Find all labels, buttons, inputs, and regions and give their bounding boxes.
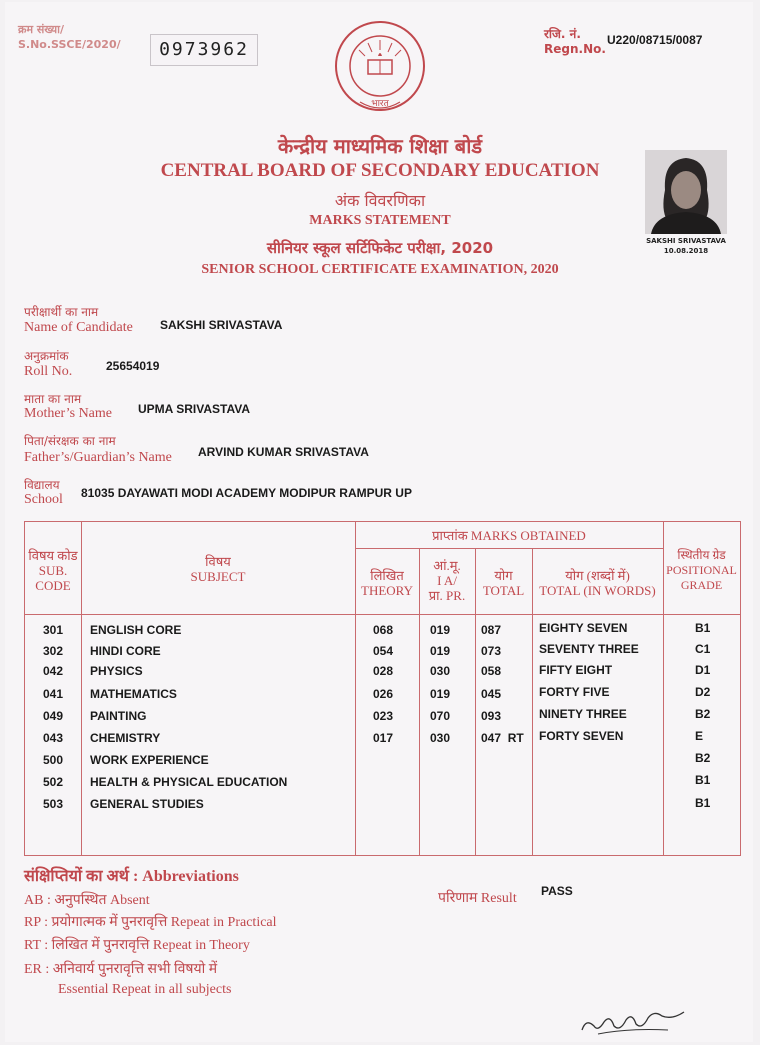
header-total-in-words: योग (शब्दों में) TOTAL (IN WORDS) [539,568,656,598]
candidate-photo [645,150,727,234]
header-marks-obtained: प्राप्तांक MARKS OBTAINED [432,528,586,543]
document-title-hindi: अंक विवरणिका [334,191,426,210]
row-8-grade: B1 [695,773,711,787]
row-9-code: 503 [43,797,64,811]
row-1-ia: 019 [430,623,451,637]
row-3-theory: 028 [373,664,394,678]
marks-table [24,521,741,856]
row-1-total: 087 [481,623,502,637]
row-4-words: FORTY FIVE [539,685,610,699]
row-2-total: 073 [481,644,502,658]
roll-label-hindi: अनुक्रमांक [24,349,69,363]
header-sub-code: विषय कोड SUB. CODE [28,548,78,593]
result-label: परिणाम Result [438,891,517,906]
photo-caption-name: SAKSHI SRIVASTAVA [646,237,726,245]
registration-label: रजि. नं. Regn.No. [544,27,606,56]
row-7-subject: WORK EXPERIENCE [90,753,209,767]
row-3-subject: PHYSICS [90,664,143,678]
father-name: ARVIND KUMAR SRIVASTAVA [198,445,369,459]
row-4-code: 041 [43,687,64,701]
abbr-absent: AB : अनुपस्थित Absent [24,893,150,908]
cbse-seal-logo [332,20,428,120]
row-2-subject: HINDI CORE [90,644,161,658]
header-ia-practical: आं.मू. I A/ प्रा. PR. [428,558,466,603]
row-2-code: 302 [43,644,64,658]
row-3-code: 042 [43,664,64,678]
row-4-theory: 026 [373,687,394,701]
board-name-english: CENTRAL BOARD OF SECONDARY EDUCATION [160,160,600,181]
row-1-code: 301 [43,623,64,637]
row-2-theory: 054 [373,644,394,658]
row-5-total: 093 [481,709,502,723]
row-2-ia: 019 [430,644,451,658]
abbr-repeat-practical: RP : प्रयोगात्मक में पुनरावृत्ति Repeat in Practical [24,915,277,930]
row-7-code: 500 [43,753,64,767]
mother-name: UPMA SRIVASTAVA [138,402,251,416]
abbr-essential-repeat-en: Essential Repeat in all subjects [58,982,232,997]
row-5-grade: B2 [695,707,711,721]
row-1-theory: 068 [373,623,394,637]
exam-name-english: SENIOR SCHOOL CERTIFICATE EXAMINATION, 2020 [201,262,559,277]
serial-label: क्रम संख्या/ S.No.SSCE/2020/ [18,23,121,51]
row-6-grade: E [695,729,704,743]
row-3-total: 058 [481,664,502,678]
father-name-label-hindi: पिता/संरक्षक का नाम [24,434,116,448]
header-total: योग TOTAL [482,568,525,598]
row-2-words: SEVENTY THREE [539,642,639,656]
row-6-subject: CHEMISTRY [90,731,161,745]
father-name-label: Father’s/Guardian’s Name [24,450,172,465]
header-subject: विषय SUBJECT [190,554,246,584]
school-label: School [24,492,63,507]
row-3-ia: 030 [430,664,451,678]
row-3-words: FIFTY EIGHT [539,663,613,677]
row-1-grade: B1 [695,621,711,635]
abbr-repeat-theory: RT : लिखित में पुनरावृत्ति Repeat in Theory [24,938,250,953]
result-value: PASS [541,884,573,898]
row-5-ia: 070 [430,709,451,723]
school-name: 81035 DAYAWATI MODI ACADEMY MODIPUR RAMPUR UP [81,486,412,500]
exam-name-hindi: सीनियर स्कूल सर्टिफिकेट परीक्षा, 2020 [266,239,494,257]
row-6-theory: 017 [373,731,394,745]
row-6-total: 047 RT [481,731,524,745]
row-9-subject: GENERAL STUDIES [90,797,204,811]
registration-number: U220/08715/0087 [607,33,703,47]
row-7-grade: B2 [695,751,711,765]
board-name-hindi: केन्द्रीय माध्यमिक शिक्षा बोर्ड [277,134,483,158]
seal-country: भारत [371,99,389,109]
row-5-code: 049 [43,709,64,723]
candidate-name-label: Name of Candidate [24,320,133,335]
row-9-grade: B1 [695,796,711,810]
row-8-subject: HEALTH & PHYSICAL EDUCATION [90,775,288,789]
roll-label: Roll No. [24,364,73,379]
row-4-ia: 019 [430,687,451,701]
row-6-words: FORTY SEVEN [539,729,624,743]
header-theory: लिखित THEORY [361,568,413,598]
row-2-grade: C1 [695,642,711,656]
row-6-code: 043 [43,731,64,745]
mother-name-label: Mother’s Name [24,406,112,421]
row-6-ia: 030 [430,731,451,745]
row-1-subject: ENGLISH CORE [90,623,182,637]
candidate-name-label-hindi: परीक्षार्थी का नाम [24,305,99,319]
controller-signature [578,1000,688,1040]
row-5-words: NINETY THREE [539,707,627,721]
row-8-code: 502 [43,775,64,789]
row-4-grade: D2 [695,685,711,699]
roll-number: 25654019 [106,359,160,373]
row-5-subject: PAINTING [90,709,147,723]
row-5-theory: 023 [373,709,394,723]
school-label-hindi: विद्यालय [24,478,60,492]
document-title-english: MARKS STATEMENT [309,213,451,228]
row-4-subject: MATHEMATICS [90,687,177,701]
mother-name-label-hindi: माता का नाम [24,392,82,406]
photo-caption-date: 10.08.2018 [663,247,709,255]
row-4-total: 045 [481,687,502,701]
abbr-essential-repeat: ER : अनिवार्य पुनरावृत्ति सभी विषयो में [24,962,218,977]
abbreviations-title: संक्षिप्तियों का अर्थ : Abbreviations [24,868,239,885]
header-positional-grade: स्थितीय ग्रेड POSITIONAL GRADE [666,548,737,592]
row-3-grade: D1 [695,663,711,677]
row-1-words: EIGHTY SEVEN [539,621,628,635]
candidate-name: SAKSHI SRIVASTAVA [160,318,283,332]
serial-number: 0973962 [150,34,258,66]
